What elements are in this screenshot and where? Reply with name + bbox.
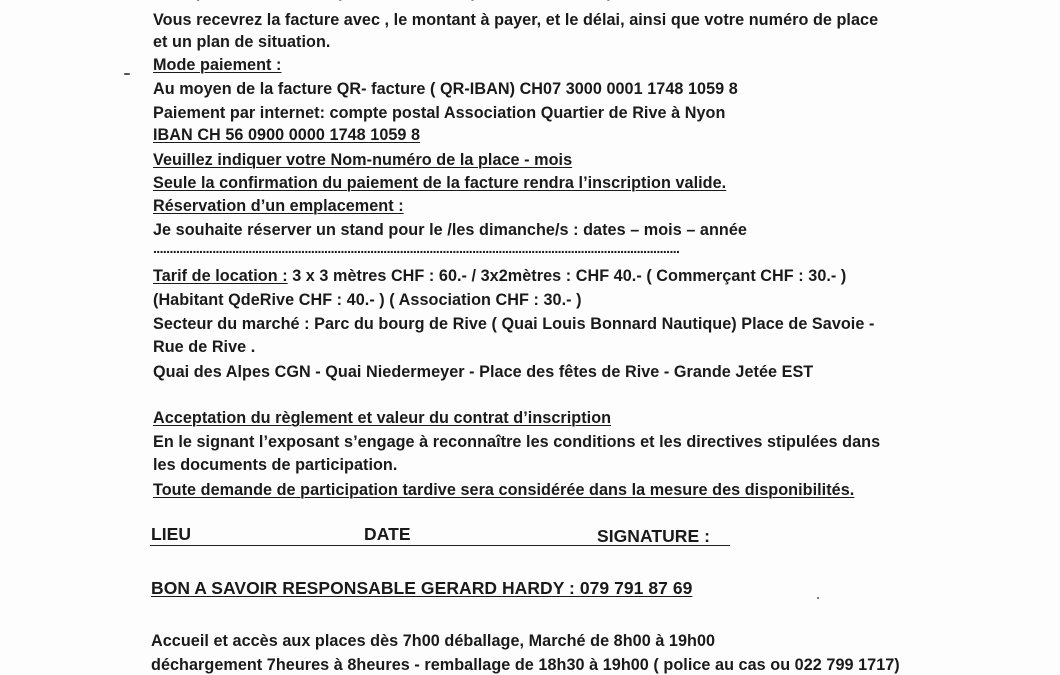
payment-confirmation-line: Seule la confirmation du paiement de la facture rendra l’inscription valide. [153, 174, 727, 192]
intro-line-2: et un plan de situation. [153, 33, 331, 51]
intro-line-1: Vous recevrez la facture avec , le montant à payer, et le délai, ainsi que votre numéro de place [153, 11, 879, 29]
cut-off-line [153, 0, 973, 4]
cut-off-text [153, 0, 674, 1]
sector-line-1: Secteur du marché : Parc du bourg de Rive ( Quai Louis Bonnard Nautique) Place de Savoie - [153, 315, 875, 333]
acceptance-text-2: les documents de participation. [153, 456, 398, 474]
reservation-heading: Réservation d’un emplacement : [153, 197, 404, 215]
scan-speck [817, 597, 819, 599]
tariff-line-1 [153, 266, 846, 286]
reservation-dotted-field: ................................................................................................................................................................ [153, 240, 680, 256]
lieu-label: LIEU [151, 524, 192, 544]
date-label: DATE [364, 524, 411, 544]
late-request-line: Toute demande de participation tardive sera considérée dans la mesure des disponibilités. [153, 481, 855, 499]
sector-line-3: Quai des Alpes CGN - Quai Niedermeyer - Place des fêtes de Rive - Grande Jetée EST [153, 363, 814, 381]
tariff-label: Tarif de location : [153, 267, 288, 285]
signature-rule [150, 545, 730, 546]
payment-iban-line: IBAN CH 56 0900 0000 1748 1059 8 [153, 126, 421, 144]
tariff-line-1-text: 3 x 3 mètres CHF : 60.- / 3x2mètres : CHF 40.- ( Commerçant CHF : 30.- ) [287, 267, 847, 285]
payment-heading: Mode paiement : [153, 56, 282, 74]
acceptance-heading: Acceptation du règlement et valeur du contrat d’inscription [153, 409, 612, 427]
schedule-line-2: déchargement 7heures à 8heures - remballage de 18h30 à 19h00 ( police au cas ou 022 799 1717) [151, 656, 900, 674]
scan-speck [124, 73, 130, 75]
acceptance-text-1: En le signant l’exposant s’engage à reconnaître les conditions et les directives stipulées dans [153, 433, 881, 451]
reservation-wish-line: Je souhaite réserver un stand pour le /les dimanche/s : dates – mois – année [153, 221, 747, 239]
signature-label: SIGNATURE : [597, 526, 711, 546]
sector-line-2: Rue de Rive . [153, 338, 256, 356]
payment-qr-line: Au moyen de la facture QR- facture ( QR-IBAN) CH07 3000 0001 1748 1059 8 [153, 80, 738, 98]
payment-internet-line: Paiement par internet: compte postal Association Quartier de Rive à Nyon [153, 104, 726, 122]
responsible-line: BON A SAVOIR RESPONSABLE GERARD HARDY : 079 791 87 69 [151, 578, 693, 598]
schedule-line-1: Accueil et accès aux places dès 7h00 déballage, Marché de 8h00 à 19h00 [151, 632, 716, 650]
payment-indicate-line: Veuillez indiquer votre Nom-numéro de la place - mois [153, 151, 573, 169]
tariff-line-2: (Habitant QdeRive CHF : 40.- ) ( Association CHF : 30.- ) [153, 291, 582, 309]
